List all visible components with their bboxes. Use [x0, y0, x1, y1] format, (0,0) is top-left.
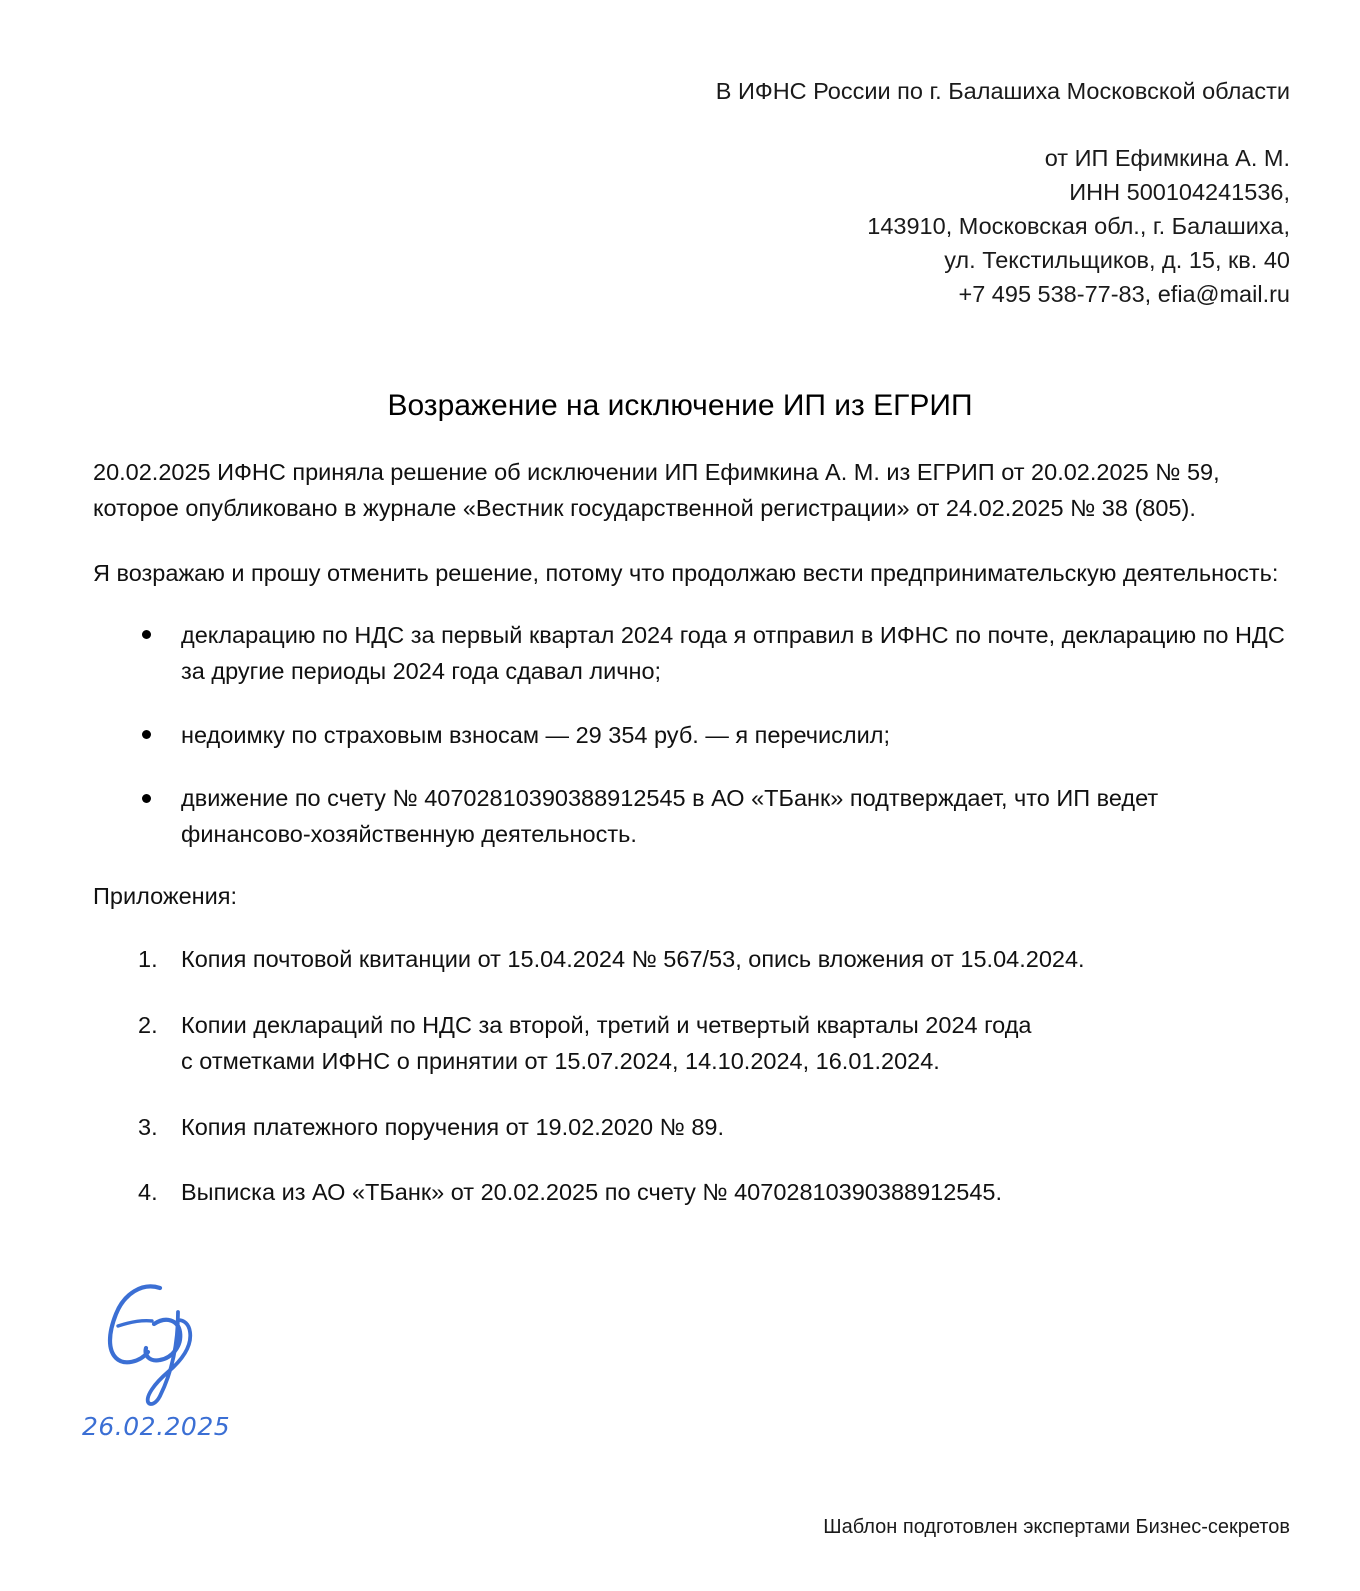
- list-item: [93, 718, 1290, 754]
- applicant-line-contacts: +7 495 538-77-83, efia@mail.ru: [958, 281, 1290, 308]
- applicant-line-city: 143910, Московская обл., г. Балашиха,: [867, 213, 1290, 240]
- paragraph-decision-info: 20.02.2025 ИФНС приняла решение об исключении ИП Ефимкина А. М. из ЕГРИП от 20.02.2025 № 59, которое опубликовано в журнале «Вестник государственной регистрации» от 24.02.2025 № 38 (805).: [93, 459, 1220, 521]
- list-item: [93, 1110, 1290, 1146]
- page-title: Возражение на исключение ИП из ЕГРИП: [387, 389, 973, 422]
- applicant-line-street: ул. Текстильщиков, д. 15, кв. 40: [944, 247, 1290, 274]
- bullet-dot-icon: [142, 630, 151, 639]
- paragraph-objection-intro: Я возражаю и прошу отменить решение, потому что продолжаю вести предпринимательскую деятельность:: [93, 560, 1279, 587]
- handwritten-signature-ef-icon: [82, 1272, 272, 1412]
- bullet-text: декларацию по НДС за первый квартал 2024 года я отправил в ИФНС по почте, декларацию по НДС за другие периоды 2024 года сдавал лично;: [181, 622, 1285, 684]
- signature-block: [82, 1272, 382, 1441]
- list-number: 1.: [138, 946, 158, 973]
- evidence-bullet-list: [93, 618, 1290, 853]
- attachment-text: Копия почтовой квитанции от 15.04.2024 № 567/53, опись вложения от 15.04.2024.: [181, 946, 1085, 973]
- footer-credit: Шаблон подготовлен экспертами Бизнес-секретов: [823, 1516, 1290, 1538]
- list-item: [93, 942, 1290, 978]
- attachment-text: Копия платежного поручения от 19.02.2020 № 89.: [181, 1113, 725, 1140]
- applicant-line-name: от ИП Ефимкина А. М.: [1044, 145, 1290, 172]
- list-item: [93, 1008, 1290, 1079]
- document-body: [93, 455, 1290, 1211]
- list-number: 4.: [138, 1179, 158, 1206]
- attachment-text: Копии деклараций по НДС за второй, третий и четвертый кварталы 2024 года: [181, 1012, 1032, 1039]
- list-item: [93, 1175, 1290, 1211]
- bullet-text: недоимку по страховым взносам — 29 354 руб. — я перечислил;: [181, 721, 890, 748]
- bullet-text: движение по счету № 40702810390388912545 в АО «ТБанк» подтверждает, что ИП ведет финансово-хозяйственную деятельность.: [181, 785, 1159, 848]
- attachment-text: Выписка из АО «ТБанк» от 20.02.2025 по счету № 40702810390388912545.: [181, 1179, 1003, 1206]
- attachment-text-second-line: с отметками ИФНС о принятии от 15.07.2024, 14.10.2024, 16.01.2024.: [181, 1047, 940, 1074]
- list-item: [93, 618, 1290, 689]
- attachments-numbered-list: [93, 942, 1290, 1211]
- list-number: 2.: [138, 1012, 158, 1039]
- applicant-line-inn: ИНН 500104241536,: [1069, 179, 1290, 206]
- list-item: [93, 781, 1290, 852]
- attachments-label: Приложения:: [93, 882, 238, 909]
- bullet-dot-icon: [142, 730, 151, 739]
- signature-date: 26.02.2025: [82, 1412, 231, 1441]
- letter-header: [93, 74, 1290, 311]
- bullet-dot-icon: [142, 794, 151, 803]
- addressee-line: В ИФНС России по г. Балашиха Московской области: [715, 78, 1290, 104]
- list-number: 3.: [138, 1113, 158, 1140]
